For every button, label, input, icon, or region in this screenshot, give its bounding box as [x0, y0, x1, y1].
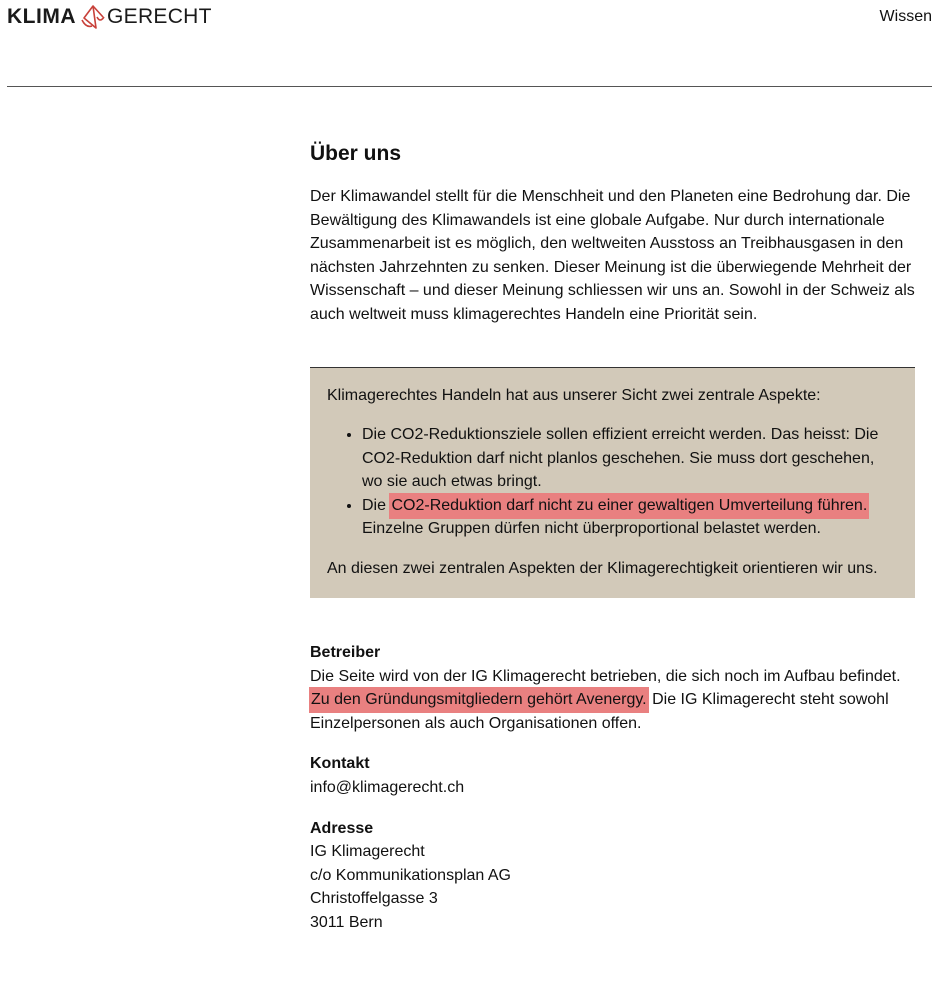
logo-text-klima: KLIMA — [7, 5, 76, 28]
aspect-2-prefix: Die — [362, 496, 387, 514]
kontakt-section — [310, 752, 915, 799]
aspects-list — [327, 423, 897, 541]
site-logo[interactable] — [7, 5, 212, 29]
intro-paragraph: Der Klimawandel stellt für die Menschheit und den Planeten eine Bedrohung dar. Die Bewältigung des Klimawandels ist eine globale Aufgabe. Nur durch internationale Zusammenarbeit ist es möglich, den weltweiten Ausstoss an Treibhausgasen in den nächsten Jahrzehnten zu senken. Dieser Meinung ist die überwiegende Mehrheit der Wissenschaft – und dieser Meinung schliessen wir uns an. Sowohl in der Schweiz als auch weltweit muss klimagerechtes Handeln eine Priorität sein. — [310, 188, 915, 323]
betreiber-highlight: Zu den Gründungsmitgliedern gehört Avenergy. — [310, 688, 648, 712]
address-line-4: 3011 Bern — [310, 914, 383, 931]
betreiber-text-prefix: Die Seite wird von der IG Klimagerecht betrieben, die sich noch im Aufbau befindet. — [310, 667, 901, 685]
aspect-2-highlight: CO2-Reduktion darf nicht zu einer gewaltigen Umverteilung führen. — [390, 494, 868, 518]
aspects-lead: Klimagerechtes Handeln hat aus unserer Sicht zwei zentrale Aspekte: — [327, 386, 821, 404]
address-line-1: IG Klimagerecht — [310, 843, 425, 861]
betreiber-heading: Betreiber — [310, 644, 381, 662]
betreiber-text-suffix: Die IG Klimagerecht steht sowohl Einzelpersonen als auch Organisationen offen. — [310, 691, 889, 732]
betreiber-text — [310, 665, 915, 736]
adresse-heading: Adresse — [310, 819, 374, 837]
list-item — [362, 423, 897, 494]
aspect-1-text: Die CO2-Reduktionsziele sollen effizient erreicht werden. Das heisst: Die CO2-Reduktion darf nicht planlos geschehen. Sie muss dort geschehen, wo sie auch etwas bringt. — [362, 426, 879, 491]
logo-text-gerecht: GERECHT — [107, 5, 212, 28]
scales-icon — [79, 4, 105, 30]
aspects-closing: An diesen zwei zentralen Aspekten der Klimagerechtigkeit orientieren wir uns. — [327, 559, 878, 577]
kontakt-heading: Kontakt — [310, 755, 370, 773]
aspects-box — [310, 367, 915, 599]
page-title: Über uns — [310, 142, 402, 165]
aspect-2-suffix: Einzelne Gruppen dürfen nicht überproportional belastet werden. — [362, 520, 821, 538]
address-line-2: c/o Kommunikationsplan AG — [310, 866, 511, 884]
site-header — [0, 0, 932, 87]
betreiber-section — [310, 641, 915, 735]
adresse-section — [310, 817, 915, 935]
list-item — [362, 494, 897, 541]
address-line-3: Christoffelgasse 3 — [310, 890, 438, 908]
nav-item-wissen[interactable]: Wissen — [879, 8, 932, 25]
email-link[interactable]: info@klimagerecht.ch — [310, 779, 465, 797]
header-divider — [7, 86, 932, 87]
main-content — [310, 140, 915, 935]
